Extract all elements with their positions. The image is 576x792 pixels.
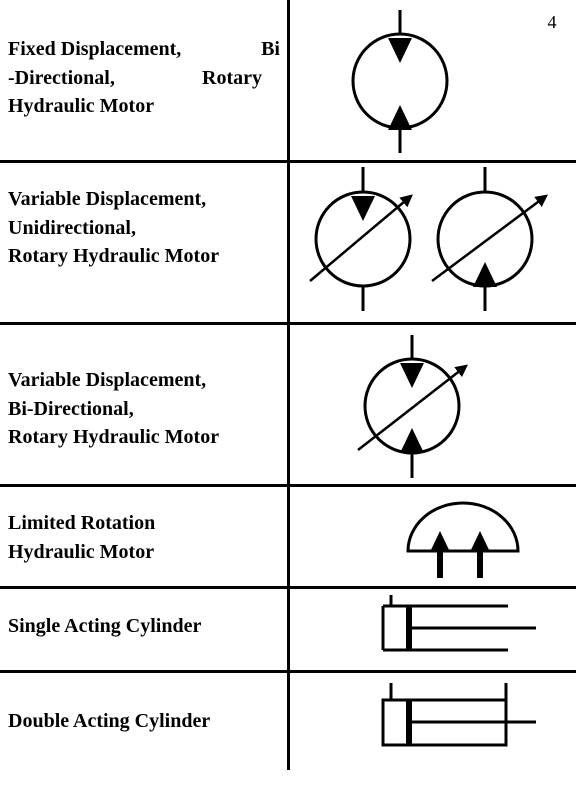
label-line: Rotary Hydraulic Motor (8, 426, 220, 448)
label-limited-rotation-motor (8, 509, 280, 566)
label-line: Rotary Hydraulic Motor (8, 245, 220, 267)
double-acting-cylinder-symbol-icon (378, 680, 543, 755)
label-fixed-displacement-bidirectional-motor (8, 35, 280, 121)
label-word: Rotary (202, 66, 262, 89)
label-word: Hydraulic Motor (8, 95, 155, 117)
fixed-displacement-bidirectional-motor-symbol-icon (340, 5, 460, 160)
label-single-acting-cylinder (8, 612, 280, 641)
row-divider (0, 586, 576, 589)
label-line (8, 35, 280, 64)
label-double-acting-cylinder (8, 707, 280, 736)
label-variable-displacement-bidirectional-motor (8, 366, 280, 452)
column-divider (287, 0, 290, 770)
page-number: 4 (547, 12, 557, 32)
label-line: Hydraulic Motor (8, 540, 155, 563)
row-divider (0, 160, 576, 163)
row-divider (0, 484, 576, 487)
label-word: -Directional, (8, 66, 115, 89)
label-line (8, 64, 280, 93)
variable-displacement-unidirectional-motor-symbols-icon (300, 164, 560, 319)
row-divider (0, 670, 576, 673)
label-line (8, 92, 280, 121)
label-line: Unidirectional, (8, 216, 136, 239)
single-acting-cylinder-symbol-icon (378, 592, 543, 662)
variable-displacement-bidirectional-motor-symbol-icon (350, 332, 480, 482)
label-line: Limited Rotation (8, 512, 156, 534)
limited-rotation-motor-symbol-icon (400, 496, 525, 581)
label-line: Variable Displacement, (8, 188, 207, 210)
label-line: Single Acting Cylinder (8, 615, 202, 637)
label-line: Variable Displacement, (8, 369, 207, 391)
label-variable-displacement-unidirectional-motor (8, 185, 280, 271)
label-word: Bi (261, 38, 280, 60)
label-line: Double Acting Cylinder (8, 710, 211, 732)
label-line: Bi-Directional, (8, 397, 134, 420)
row-divider (0, 322, 576, 325)
label-word: Fixed Displacement, (8, 38, 182, 60)
